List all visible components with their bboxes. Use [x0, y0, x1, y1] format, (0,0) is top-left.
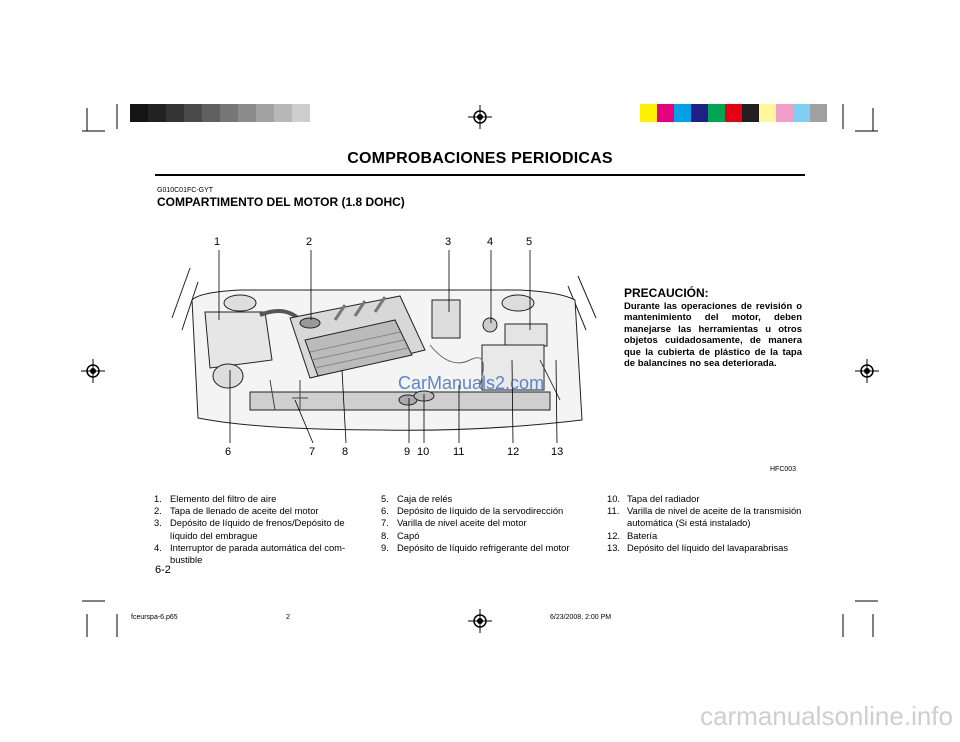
color-swatch — [166, 104, 184, 122]
document-code: G010C01FC-GYT — [157, 187, 214, 194]
caution-heading: PRECAUCIÓN: — [624, 286, 709, 300]
list-item: 7. Varilla de nivel aceite del motor — [381, 517, 527, 529]
registration-mark-left — [81, 359, 105, 383]
callout-5: 5 — [526, 236, 533, 248]
web-watermark: CarManuals2.com — [398, 373, 545, 393]
callout-4: 4 — [487, 236, 494, 248]
list-item: 3. Depósito de líquido de frenos/Depósito de líquido del embrague — [154, 517, 345, 541]
list-item: 12. Batería — [607, 529, 658, 541]
callout-7: 7 — [309, 446, 316, 458]
callout-3: 3 — [445, 236, 452, 248]
footer-file: fceurspa-6.p65 — [131, 614, 178, 621]
list-item: 4. Interruptor de parada automática del com-bustible — [154, 541, 346, 566]
registration-mark-right — [855, 359, 879, 383]
callout-8: 8 — [342, 446, 349, 458]
callout-13: 13 — [551, 446, 564, 458]
process-color-bar — [640, 104, 827, 122]
color-swatch — [657, 104, 674, 122]
grayscale-color-bar — [130, 104, 310, 122]
color-swatch — [130, 104, 148, 122]
color-swatch — [238, 104, 256, 122]
callout-10: 10 — [417, 446, 430, 458]
color-swatch — [292, 104, 310, 122]
color-swatch — [742, 104, 759, 122]
callout-12: 12 — [507, 446, 520, 458]
title-rule — [155, 174, 805, 176]
color-swatch — [184, 104, 202, 122]
color-swatch — [708, 104, 725, 122]
page-title: COMPROBACIONES PERIODICAS — [347, 150, 613, 167]
color-swatch — [148, 104, 166, 122]
callout-11: 11 — [453, 446, 465, 458]
callout-1: 1 — [214, 236, 221, 248]
color-swatch — [776, 104, 793, 122]
list-item: 6. Depósito de líquido de la servodirección — [381, 505, 564, 517]
list-item: 11. Varilla de nivel de aceite de la transmisión automática (Si está instalado) — [607, 505, 802, 529]
list-item: 2. Tapa de llenado de aceite del motor — [154, 505, 319, 517]
list-item: 5. Caja de relés — [381, 493, 453, 504]
page-number: 6-2 — [155, 564, 171, 576]
color-swatch — [725, 104, 742, 122]
color-swatch — [202, 104, 220, 122]
legend-column-3 — [607, 493, 807, 554]
color-swatch — [793, 104, 810, 122]
footer-page: 2 — [286, 614, 290, 621]
registration-mark-top — [468, 105, 492, 129]
footer-date: 6/23/2008, 2:00 PM — [550, 614, 612, 621]
engine-compartment-illustration — [172, 268, 596, 430]
section-title: COMPARTIMENTO DEL MOTOR (1.8 DOHC) — [157, 195, 405, 209]
color-swatch — [640, 104, 657, 122]
list-item: 1. Elemento del filtro de aire — [154, 493, 277, 504]
caution-box — [624, 288, 802, 370]
color-swatch — [274, 104, 292, 122]
callout-6: 6 — [225, 446, 232, 458]
callout-9: 9 — [404, 446, 411, 458]
color-swatch — [691, 104, 708, 122]
caution-text: Durante las operaciones de revisión o mantenimiento del motor, deben manejarse las herramientas u otros objetos cuidadosamente, de manera que la cubierta de plástico de la tapa de balancines no sea deteriorada. — [624, 300, 802, 369]
list-item: 10. Tapa del radiador — [607, 493, 700, 504]
figure-code: HFC003 — [770, 466, 797, 473]
legend-column-2 — [381, 493, 586, 554]
list-item: 8. Capó — [381, 529, 420, 541]
color-swatch — [674, 104, 691, 122]
color-swatch — [256, 104, 274, 122]
list-item: 13. Depósito del líquido del lavaparabrisas — [607, 541, 789, 553]
color-swatch — [220, 104, 238, 122]
callout-2: 2 — [306, 236, 313, 248]
legend-column-1 — [154, 493, 356, 566]
color-swatch — [810, 104, 827, 122]
registration-mark-bottom — [468, 609, 492, 633]
color-swatch — [759, 104, 776, 122]
list-item: 9. Depósito de líquido refrigerante del motor — [381, 541, 570, 553]
site-watermark: carmanualsonline.info — [700, 701, 953, 731]
